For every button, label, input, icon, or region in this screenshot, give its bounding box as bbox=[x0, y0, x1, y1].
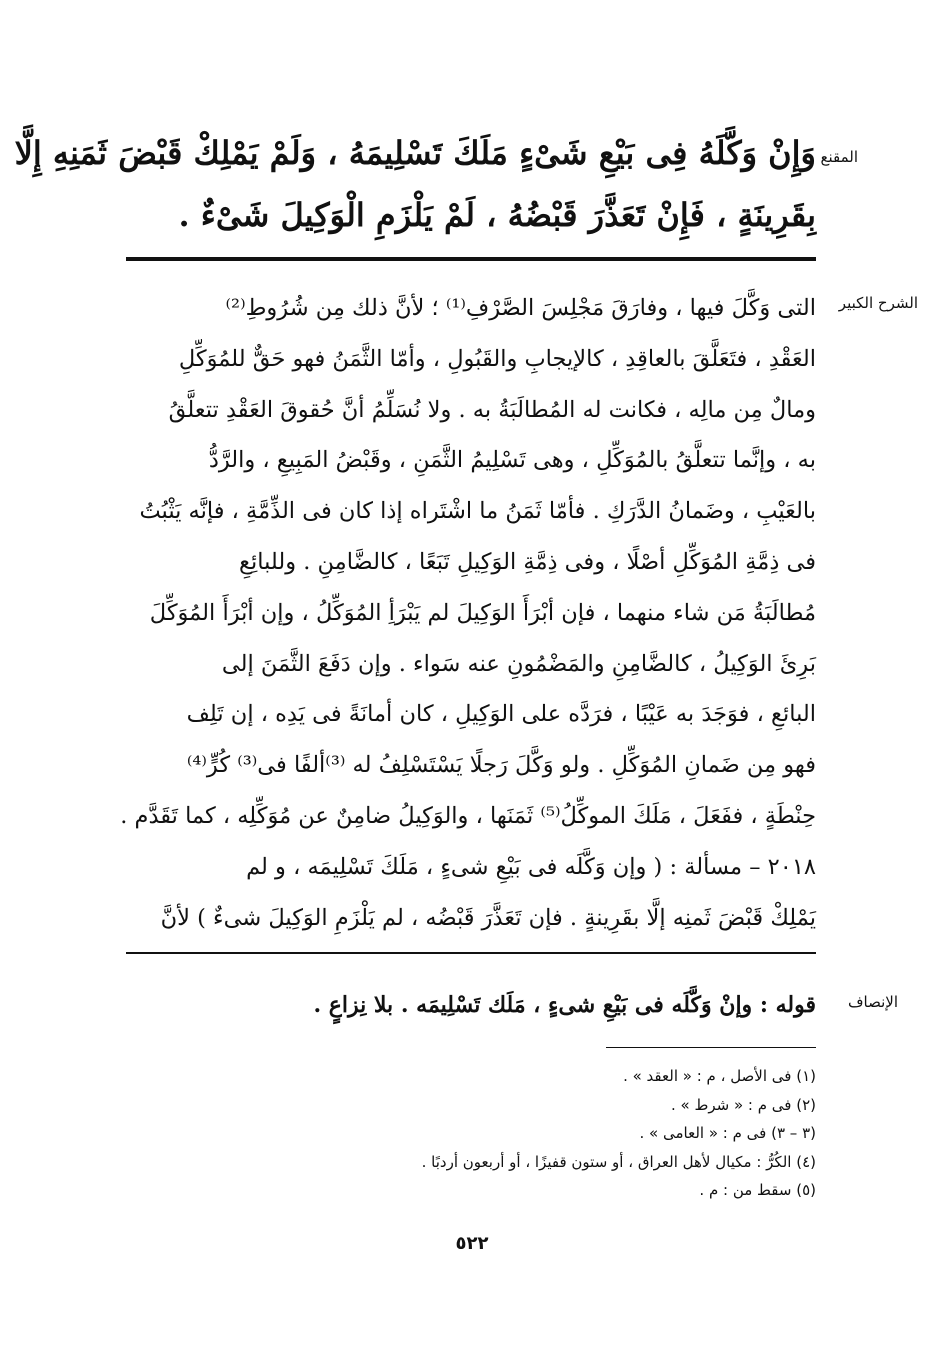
sharh-line: فهو مِن ضَمانِ المُوَكِّلِ . ولو وَكَّلَ رَجلًا يَسْتَسْلِفُ له ⁽³⁾ألفًا فى⁽³⁾ كُرٍّ⁽⁴⁾ bbox=[186, 752, 816, 779]
footnote-divider bbox=[606, 1047, 816, 1048]
label-muqni: المقنع bbox=[820, 148, 858, 166]
sharh-line: مُطالَبَةُ مَن شاء منهما ، فإن أبْرَأَ الوَكِيلَ لم يَبْرَأِ المُوَكِّلُ ، وإن أبْرَأَ المُوَكِّلَ bbox=[149, 599, 816, 626]
muqni-line: بِقَرِينَةٍ ، فَإِنْ تَعَذَّرَ قَبْضُهُ ، لَمْ يَلْزَمِ الْوَكِيلَ شَىْءٌ . bbox=[178, 196, 816, 234]
section-divider bbox=[126, 257, 816, 261]
sharh-line: العَقْدِ ، فتَعَلَّقَ بالعاقِدِ ، كالإيجابِ والقَبُولِ ، وأمّا الثَّمَنُ فهو حَقٌّ للمُوَكِّلِ bbox=[178, 345, 816, 372]
label-insaf: الإنصاف bbox=[847, 993, 898, 1011]
sharh-line: البائعِ ، فوَجَدَ به عَيْبًا ، فرَدَّه على الوَكِيلِ ، كان أمانَةً فى يَدِه ، إن تَلِف bbox=[186, 701, 816, 728]
sharh-line: ومالٌ مِن مالِه ، فكانت له المُطالَبَةُ به . ولا نُسَلِّمُ أنَّ حُقوقَ العَقْدِ تتعلَّقُ bbox=[168, 396, 816, 423]
sharh-text bbox=[121, 283, 816, 943]
sharh-line: يَمْلِكْ قَبْضَ ثَمنِه إلَّا بقَرِينةٍ . فإن تَعَذَّرَ قَبْضُه ، لم يَلْزَمِ الوَكِيلَ شىءٌ ) لأنَّ bbox=[160, 904, 816, 931]
sharh-line: بَرِئَ الوَكِيلُ ، كالضَّامِنِ والمَضْمُونِ عنه سَواء . وإن دَفَعَ الثَّمَنَ إلى bbox=[221, 650, 816, 677]
footnote: (٥) سقط من : م . bbox=[699, 1181, 816, 1199]
sharh-line: التى وَكَّلَ فيها ، وفارَقَ مَجْلِسَ الصَّرْفِ⁽¹⁾ ؛ لأنَّ ذلك مِن شُرُوطِ⁽²⁾ bbox=[225, 295, 816, 321]
sharh-line: حِنْطَةٍ ، ففَعَلَ ، مَلَكَ الموكِّلُ⁽⁵⁾ ثَمَنَها ، والوَكِيلُ ضامِنٌ عن مُوَكِّلِه ، كما تَقَدَّم . bbox=[120, 802, 816, 829]
label-sharh: الشرح الكبير bbox=[838, 294, 918, 312]
footnote: (٣ – ٣) فى م : « العامى » . bbox=[639, 1124, 816, 1142]
section-divider bbox=[126, 952, 816, 954]
footnotes bbox=[126, 1062, 816, 1205]
page-number: ٥٢٢ bbox=[455, 1233, 489, 1254]
sharh-line: به ، وإنَّما تتعلَّقُ بالمُوَكِّلِ ، وهى تَسْلِيمُ الثَّمَنِ ، وقَبْضُ المَبِيعِ ، والرَّدُّ bbox=[208, 447, 816, 474]
insaf-text bbox=[136, 985, 816, 1025]
footnote: (١) فى الأصل ، م : « العقد » . bbox=[623, 1067, 816, 1085]
footnote: (٤) الكُرُّ : مكيال لأهل العراق ، أو ستون قفيزًا ، أو أربعون أردبًا . bbox=[421, 1152, 816, 1171]
sharh-line: بالعَيْبِ ، وضَمانُ الدَّرَكِ . فأمّا ثَمَنُ ما اشْتَراه إذا كان فى الذِّمَّةِ ، فإنَّه يَثْبُتُ bbox=[139, 498, 816, 525]
sharh-line: ٢٠١٨ – مسألة : ( وإن وَكَّلَه فى بَيْعِ شىءٍ ، مَلَكَ تَسْلِيمَه ، و لم bbox=[246, 853, 816, 880]
muqni-text bbox=[14, 122, 816, 246]
insaf-line: قوله : وإنْ وَكَّلَه فى بَيْعِ شىءٍ ، مَلَك تَسْلِيمَه . بلا نِزاعٍ . bbox=[313, 992, 816, 1018]
footnote: (٢) فى م : « شرط » . bbox=[670, 1095, 816, 1114]
muqni-line: وَإِنْ وَكَّلَهُ فِى بَيْعِ شَىْءٍ مَلَكَ تَسْلِيمَهُ ، وَلَمْ يَمْلِكْ قَبْضَ ثَمَنِهِ إِلَّا bbox=[14, 134, 816, 172]
sharh-line: فى ذِمَّةِ المُوَكِّلِ أصْلًا ، وفى ذِمَّةِ الوَكِيلِ تَبَعًا ، كالضَّامِنِ . وللبائِعِ bbox=[239, 548, 816, 575]
